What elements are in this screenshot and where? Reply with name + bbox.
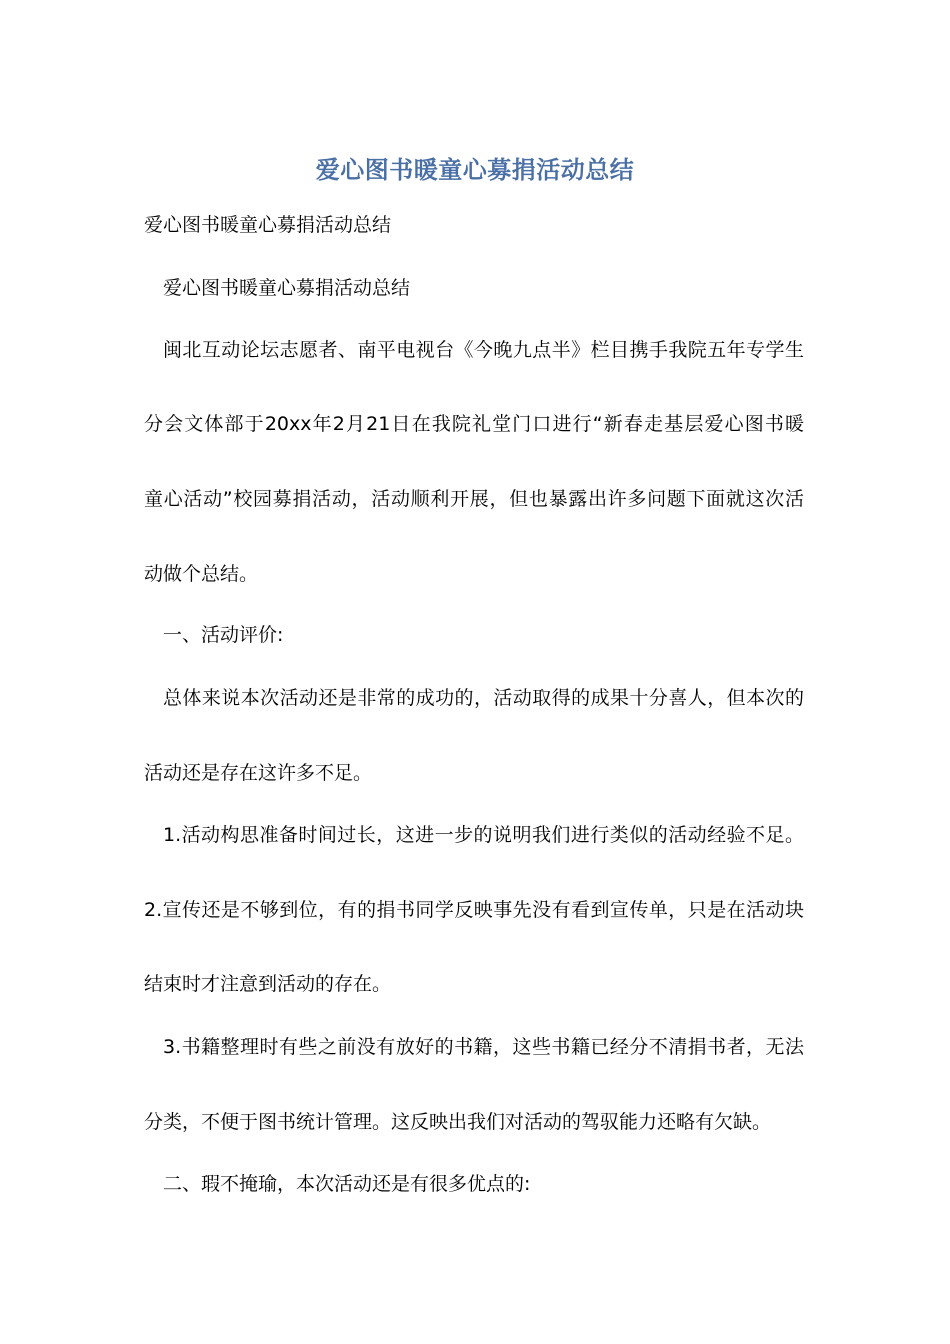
list-item-line: 3.书籍整理时有些之前没有放好的书籍，这些书籍已经分不清捐书者，无法: [163, 1036, 804, 1058]
subtitle-line: 爱心图书暖童心募捐活动总结: [144, 214, 392, 236]
paragraph-line: 童心活动”校园募捐活动，活动顺利开展，但也暴露出许多问题下面就这次活: [144, 488, 804, 510]
list-item-line: 2.宣传还是不够到位，有的捐书同学反映事先没有看到宣传单，只是在活动块: [144, 899, 804, 921]
list-item-line: 结束时才注意到活动的存在。: [144, 973, 392, 995]
paragraph-line: 动做个总结。: [144, 563, 259, 585]
paragraph-line: 分会文体部于20xx年2月21日在我院礼堂门口进行“新春走基层爱心图书暖: [144, 413, 804, 435]
paragraph-line: 闽北互动论坛志愿者、南平电视台《今晚九点半》栏目携手我院五年专学生: [163, 339, 804, 361]
section-heading: 一、活动评价:: [163, 624, 284, 646]
heading-line: 爱心图书暖童心募捐活动总结: [163, 277, 411, 299]
paragraph-line: 总体来说本次活动还是非常的成功的，活动取得的成果十分喜人，但本次的: [163, 687, 804, 709]
section-heading: 二、瑕不掩瑜，本次活动还是有很多优点的:: [163, 1173, 531, 1195]
list-item-line: 分类，不便于图书统计管理。这反映出我们对活动的驾驭能力还略有欠缺。: [144, 1111, 772, 1133]
list-item-line: 1.活动构思准备时间过长，这进一步的说明我们进行类似的活动经验不足。: [163, 824, 804, 846]
paragraph-line: 活动还是存在这许多不足。: [144, 762, 373, 784]
document-title: 爱心图书暖童心募捐活动总结: [315, 156, 635, 184]
